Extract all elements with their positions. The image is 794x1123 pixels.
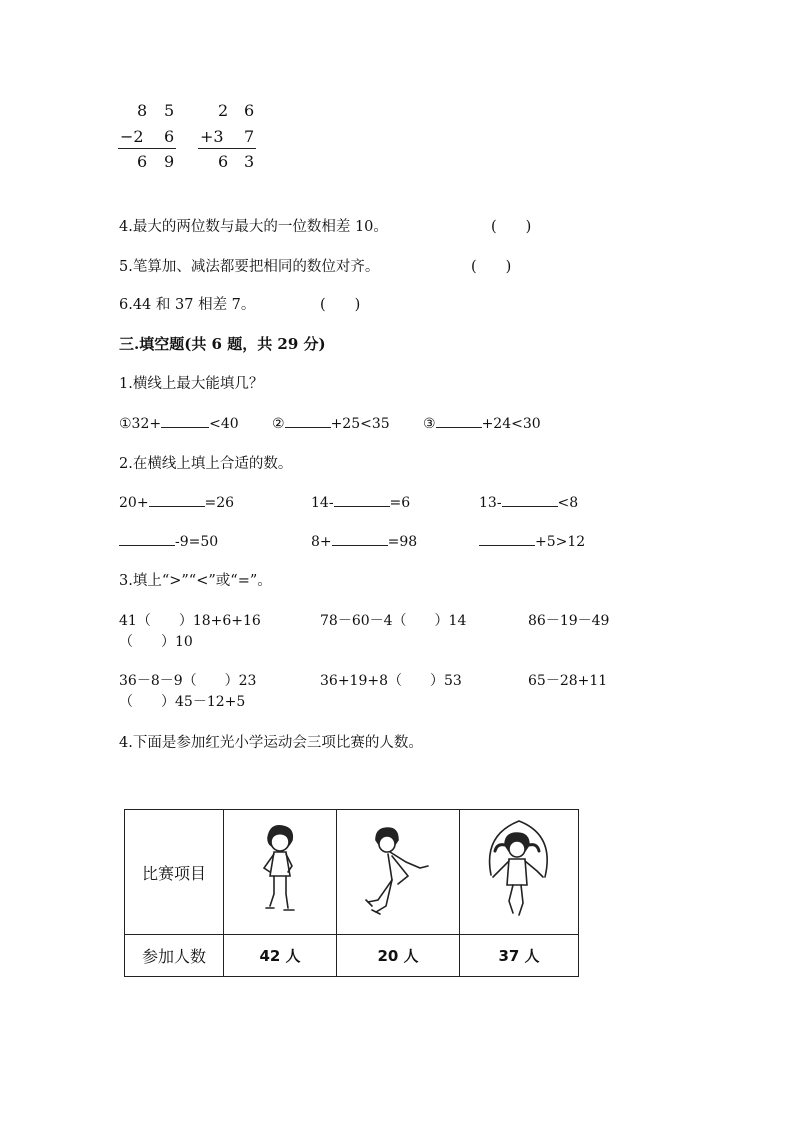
compare-item[interactable]: 36－8－9（ ）23 <box>119 673 257 689</box>
fill-item <box>311 531 417 550</box>
question-title: 3.填上“>”“<”或“=”。 <box>119 573 272 589</box>
fill-item <box>479 531 585 550</box>
compare-item[interactable]: 78－60－4（ ）14 <box>320 613 467 629</box>
compare-item: 86－19－49 <box>528 613 610 629</box>
item-prefix: 13- <box>479 495 502 511</box>
compare-item[interactable]: 41（ ）18+6+16 <box>119 613 261 629</box>
sports-table <box>124 809 579 977</box>
blank-line[interactable] <box>502 492 558 507</box>
digit: 6 <box>137 152 148 171</box>
item-suffix: =98 <box>387 534 418 550</box>
item-prefix: 20+ <box>119 495 149 511</box>
judge-item-4 <box>119 215 388 236</box>
digit: 8 <box>137 101 148 120</box>
item-suffix: -9=50 <box>175 534 219 550</box>
fill-item <box>119 492 234 511</box>
question-title: 4.下面是参加红光小学运动会三项比赛的人数。 <box>119 735 423 751</box>
fill-item <box>272 413 390 432</box>
sum-line <box>118 148 176 149</box>
item-prefix: ①32+ <box>119 416 162 432</box>
question-title: 2.在横线上填上合适的数。 <box>119 456 293 472</box>
digit: 9 <box>164 152 175 171</box>
item-prefix: ③ <box>423 416 436 432</box>
blank-line[interactable] <box>161 413 209 428</box>
digit: 7 <box>244 127 255 146</box>
count-cell: 42 人 <box>224 935 337 977</box>
fill-item <box>119 413 239 432</box>
blank-line[interactable] <box>436 413 482 428</box>
count-cell: 20 人 <box>337 935 460 977</box>
digit: 6 <box>218 152 229 171</box>
answer-bracket[interactable]: ( ) <box>491 219 532 235</box>
jump-rope-girl-icon <box>479 815 559 925</box>
blank-line[interactable] <box>149 492 205 507</box>
item-suffix: +5>12 <box>535 534 586 550</box>
item-suffix: +24<30 <box>481 416 541 432</box>
fill-item <box>119 531 218 550</box>
question-text: 6.44 和 37 相差 7。 <box>119 297 256 313</box>
digit: 5 <box>164 101 175 120</box>
item-suffix: =6 <box>389 495 411 511</box>
fill-item <box>479 492 578 511</box>
blank-line[interactable] <box>332 531 388 546</box>
blank-line[interactable] <box>479 531 535 546</box>
event-cell <box>337 810 460 935</box>
row-label: 参加人数 <box>125 935 224 977</box>
section-title: 三.填空题(共 6 题，共 29 分) <box>119 335 326 353</box>
item-suffix: <40 <box>209 416 239 432</box>
digit: 3 <box>244 152 255 171</box>
question-title: 1.横线上最大能填几？ <box>119 376 264 392</box>
item-suffix: <8 <box>557 495 579 511</box>
question-text: 5.笔算加、减法都要把相同的数位对齐。 <box>119 259 380 275</box>
item-suffix: +25<35 <box>330 416 390 432</box>
event-cell <box>460 810 579 935</box>
sum-line <box>198 148 256 149</box>
long-jump-child-icon <box>358 820 438 920</box>
item-prefix: ② <box>272 416 285 432</box>
judge-item-5 <box>119 255 379 276</box>
digit: 6 <box>164 127 175 146</box>
answer-bracket[interactable]: ( ) <box>320 297 361 313</box>
count-cell: 37 人 <box>460 935 579 977</box>
fill-item <box>311 492 410 511</box>
compare-item[interactable]: 36+19+8（ ）53 <box>320 673 462 689</box>
row-label: 比赛项目 <box>125 810 224 935</box>
event-cell <box>224 810 337 935</box>
question-text: 4.最大的两位数与最大的一位数相差 10。 <box>119 219 388 235</box>
judge-item-6 <box>119 293 255 314</box>
blank-line[interactable] <box>119 531 175 546</box>
item-suffix: =26 <box>204 495 235 511</box>
operator-digit: +3 <box>200 127 224 146</box>
item-prefix: 8+ <box>311 534 332 550</box>
item-prefix: 14- <box>311 495 334 511</box>
digit: 2 <box>218 101 229 120</box>
blank-line[interactable] <box>334 492 390 507</box>
running-child-icon <box>250 820 310 920</box>
blank-line[interactable] <box>285 413 331 428</box>
compare-item[interactable]: （ ）10 <box>119 634 193 650</box>
compare-item[interactable]: （ ）45－12+5 <box>119 694 246 710</box>
fill-item <box>423 413 541 432</box>
answer-bracket[interactable]: ( ) <box>471 259 512 275</box>
digit: 6 <box>244 101 255 120</box>
compare-item: 65－28+11 <box>528 673 608 689</box>
operator-digit: −2 <box>120 127 144 146</box>
